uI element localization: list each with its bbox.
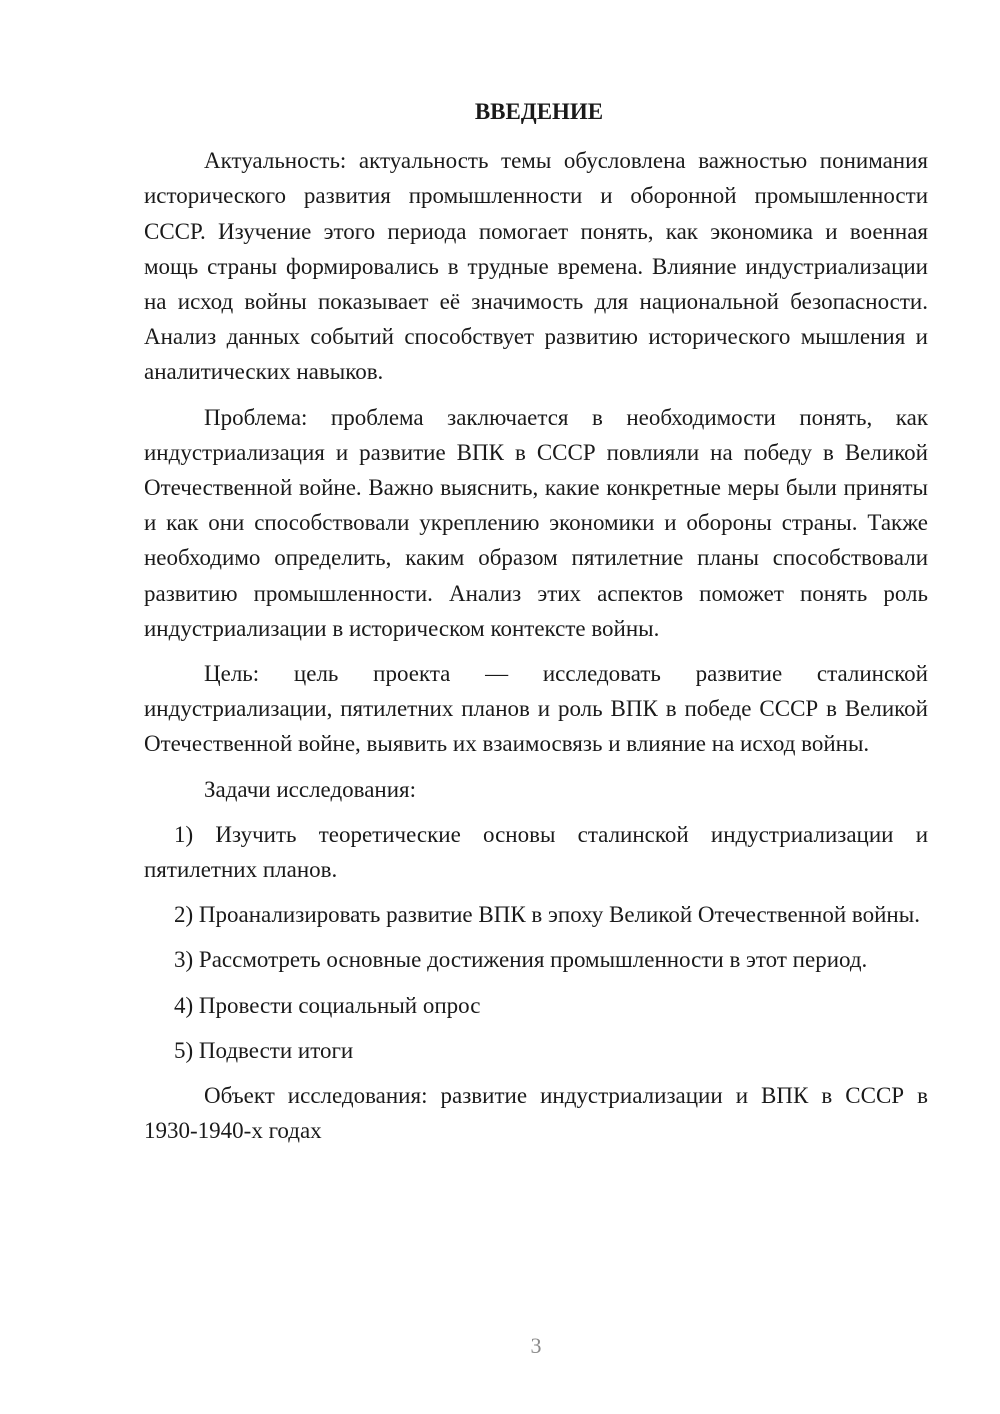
list-item-task-5: 5) Подвести итоги <box>174 1037 354 1063</box>
list-item-task-4: 4) Провести социальный опрос <box>174 992 481 1018</box>
page-title: ВВЕДЕНИЕ <box>474 99 604 124</box>
paragraph-goal: Цель: цель проекта — исследовать развитие сталинской индустриализации, пятилетних планов и роль ВПК в победе СССР в Великой Отечественной войне, выявить их взаимосвязь и влияние на исход войны. <box>144 661 928 757</box>
paragraph-problem: Проблема: проблема заключается в необходимости понять, как индустриализация и развитие ВПК в СССР повлияли на победу в Великой Отечественной войне. Важно выяснить, какие конкретные меры были приняты и как они способствовали укреплению экономики и обороны страны. Также необходимо определить, каким образом пятилетние планы способствовали развитию промышленности. Анализ этих аспектов поможет понять роль индустриализации в историческом контексте войны. <box>144 404 928 641</box>
list-item-task-1: 1) Изучить теоретические основы сталинской индустриализации и пятилетних планов. <box>144 821 928 883</box>
paragraph-object: Объект исследования: развитие индустриализации и ВПК в СССР в 1930-1940-х годах <box>144 1083 928 1144</box>
tasks-heading: Задачи исследования: <box>204 776 417 802</box>
paragraph-relevance: Актуальность: актуальность темы обусловлена важностью понимания исторического развития промышленности и оборонной промышленности СССР. Изучение этого периода помогает понять, как экономика и военная мощь страны формировались в трудные времена. Влияние индустриализации на исход войны показывает её значимость для национальной безопасности. Анализ данных событий способствует развитию исторического мышления и аналитических навыков. <box>144 148 928 385</box>
page-content <box>144 94 928 1148</box>
list-item-task-3: 3) Рассмотреть основные достижения промышленности в этот период. <box>174 947 868 973</box>
list-item-task-2: 2) Проанализировать развитие ВПК в эпоху Великой Отечественной войны. <box>174 902 920 928</box>
page-number: 3 <box>530 1333 542 1358</box>
